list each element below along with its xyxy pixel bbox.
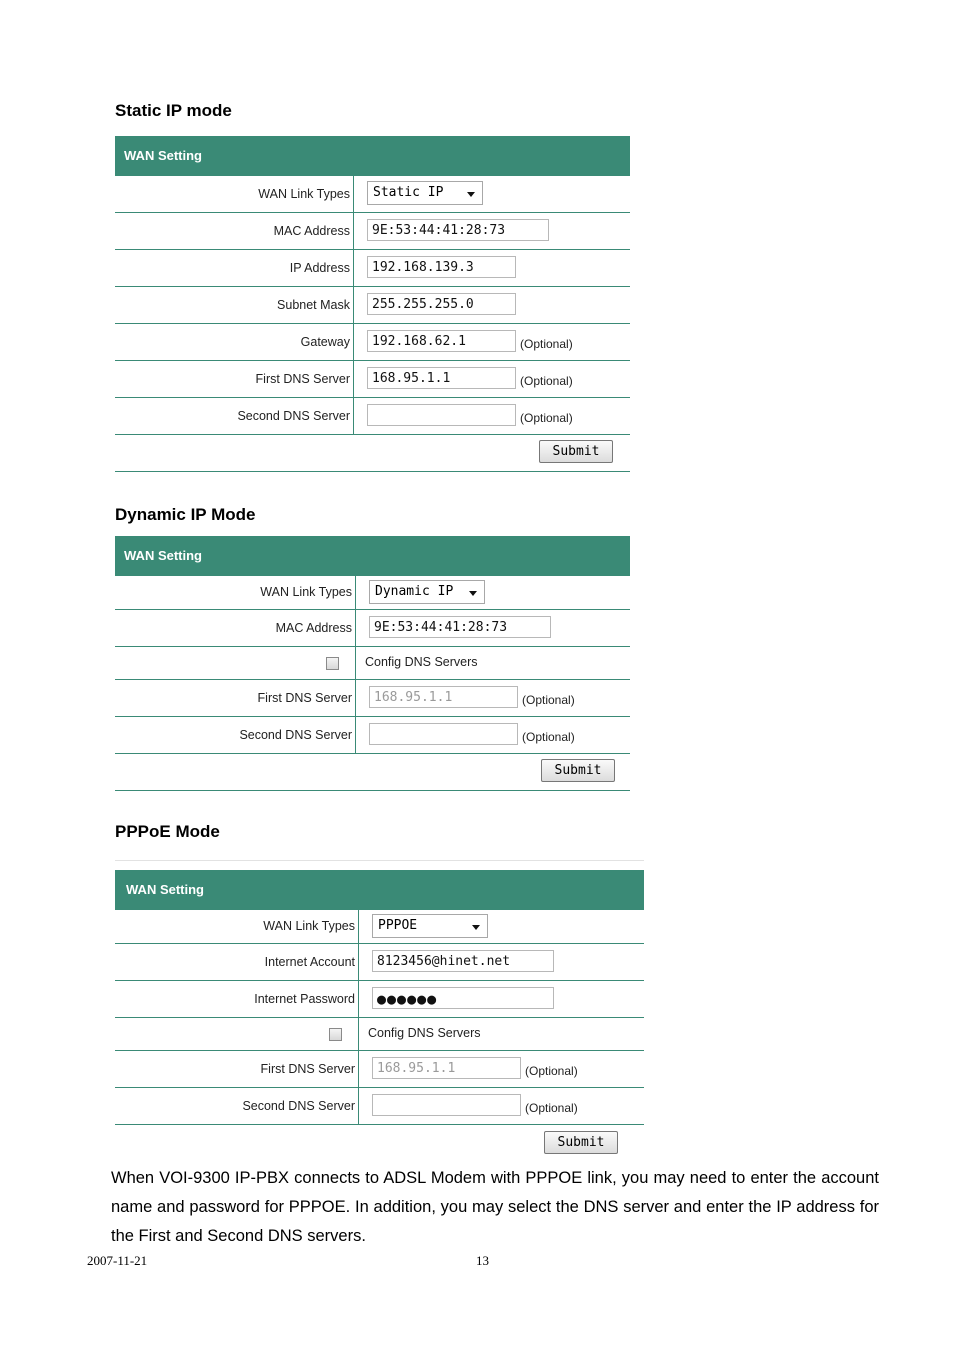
panel-title-bar: WAN Setting bbox=[115, 870, 644, 910]
config-dns-checkbox[interactable] bbox=[329, 1028, 342, 1041]
form-row-link-type bbox=[115, 576, 630, 610]
chevron-down-icon bbox=[472, 925, 480, 930]
submit-button[interactable]: Submit bbox=[539, 440, 613, 463]
form-row-mac bbox=[115, 610, 630, 647]
field-label: Internet Account bbox=[264, 955, 355, 969]
form-row-ip bbox=[115, 250, 630, 287]
ip-address-input[interactable]: 192.168.139.3 bbox=[367, 256, 516, 278]
wan-link-type-select[interactable]: Static IP bbox=[367, 181, 483, 205]
form-row-config-dns bbox=[115, 647, 630, 680]
first-dns-input[interactable]: 168.95.1.1 bbox=[369, 686, 518, 708]
subnet-mask-input[interactable]: 255.255.255.0 bbox=[367, 293, 516, 315]
static-ip-heading: Static IP mode bbox=[115, 101, 232, 120]
field-label: First DNS Server bbox=[257, 691, 352, 705]
field-label: WAN Link Types bbox=[260, 585, 352, 599]
optional-note: (Optional) bbox=[520, 411, 573, 425]
field-label: Second DNS Server bbox=[239, 728, 352, 742]
first-dns-input[interactable]: 168.95.1.1 bbox=[367, 367, 516, 389]
form-row-submit bbox=[115, 435, 630, 472]
dynamic-ip-heading: Dynamic IP Mode bbox=[115, 505, 256, 524]
optional-note: (Optional) bbox=[520, 374, 573, 388]
config-dns-checkbox[interactable] bbox=[326, 657, 339, 670]
wan-link-type-select[interactable]: PPPOE bbox=[372, 914, 488, 938]
form-row-submit bbox=[115, 754, 630, 791]
field-label: Second DNS Server bbox=[237, 409, 350, 423]
form-row-dns2 bbox=[115, 1088, 644, 1125]
form-row-mask bbox=[115, 287, 630, 324]
first-dns-input[interactable]: 168.95.1.1 bbox=[372, 1057, 521, 1079]
divider bbox=[115, 860, 644, 861]
panel-title-bar: WAN Setting bbox=[115, 536, 630, 576]
mac-address-input[interactable]: 9E:53:44:41:28:73 bbox=[367, 219, 549, 241]
field-label: Subnet Mask bbox=[277, 298, 350, 312]
static-wan-panel bbox=[115, 136, 630, 472]
field-label: IP Address bbox=[289, 261, 350, 275]
second-dns-input[interactable] bbox=[367, 404, 516, 426]
internet-account-input[interactable]: 8123456@hinet.net bbox=[372, 950, 554, 972]
form-row-dns2 bbox=[115, 717, 630, 754]
pppoe-wan-panel bbox=[115, 870, 644, 1159]
form-row-dns2 bbox=[115, 398, 630, 435]
field-label: Second DNS Server bbox=[242, 1099, 355, 1113]
field-label: Gateway bbox=[300, 335, 350, 349]
form-row-gateway bbox=[115, 324, 630, 361]
chevron-down-icon bbox=[469, 591, 477, 596]
optional-note: (Optional) bbox=[522, 693, 575, 707]
submit-button[interactable]: Submit bbox=[541, 759, 615, 782]
field-label: WAN Link Types bbox=[258, 187, 350, 201]
submit-button[interactable]: Submit bbox=[544, 1131, 618, 1154]
footer-date: 2007-11-21 bbox=[87, 1253, 148, 1268]
form-row-link-type bbox=[115, 910, 644, 944]
config-dns-label: Config DNS Servers bbox=[368, 1026, 481, 1040]
optional-note: (Optional) bbox=[525, 1064, 578, 1078]
pppoe-heading: PPPoE Mode bbox=[115, 822, 220, 841]
second-dns-input[interactable] bbox=[369, 723, 518, 745]
optional-note: (Optional) bbox=[522, 730, 575, 744]
form-row-dns1 bbox=[115, 1051, 644, 1088]
form-row-submit bbox=[115, 1125, 644, 1159]
form-row-mac bbox=[115, 213, 630, 250]
page-number: 13 bbox=[476, 1253, 489, 1268]
config-dns-label: Config DNS Servers bbox=[365, 655, 478, 669]
form-row-password bbox=[115, 981, 644, 1018]
panel-title-bar: WAN Setting bbox=[115, 136, 630, 176]
form-row-dns1 bbox=[115, 680, 630, 717]
chevron-down-icon bbox=[467, 192, 475, 197]
field-label: First DNS Server bbox=[260, 1062, 355, 1076]
optional-note: (Optional) bbox=[525, 1101, 578, 1115]
form-row-link-type bbox=[115, 176, 630, 213]
optional-note: (Optional) bbox=[520, 337, 573, 351]
field-label: MAC Address bbox=[275, 621, 352, 635]
gateway-input[interactable]: 192.168.62.1 bbox=[367, 330, 516, 352]
field-label: WAN Link Types bbox=[263, 919, 355, 933]
form-row-dns1 bbox=[115, 361, 630, 398]
form-row-account bbox=[115, 944, 644, 981]
wan-link-type-select[interactable]: Dynamic IP bbox=[369, 580, 485, 604]
form-row-config-dns bbox=[115, 1018, 644, 1051]
field-label: MAC Address bbox=[273, 224, 350, 238]
field-label: Internet Password bbox=[254, 992, 355, 1006]
second-dns-input[interactable] bbox=[372, 1094, 521, 1116]
dynamic-wan-panel bbox=[115, 536, 630, 791]
body-paragraph: When VOI-9300 IP-PBX connects to ADSL Modem with PPPOE link, you may need to enter the account name and password for PPPOE. In addition, you may select the DNS server and enter the IP address for the First and Second DNS servers. bbox=[111, 1169, 879, 1245]
mac-address-input[interactable]: 9E:53:44:41:28:73 bbox=[369, 616, 551, 638]
field-label: First DNS Server bbox=[255, 372, 350, 386]
internet-password-input[interactable]: ●●●●●● bbox=[372, 987, 554, 1009]
